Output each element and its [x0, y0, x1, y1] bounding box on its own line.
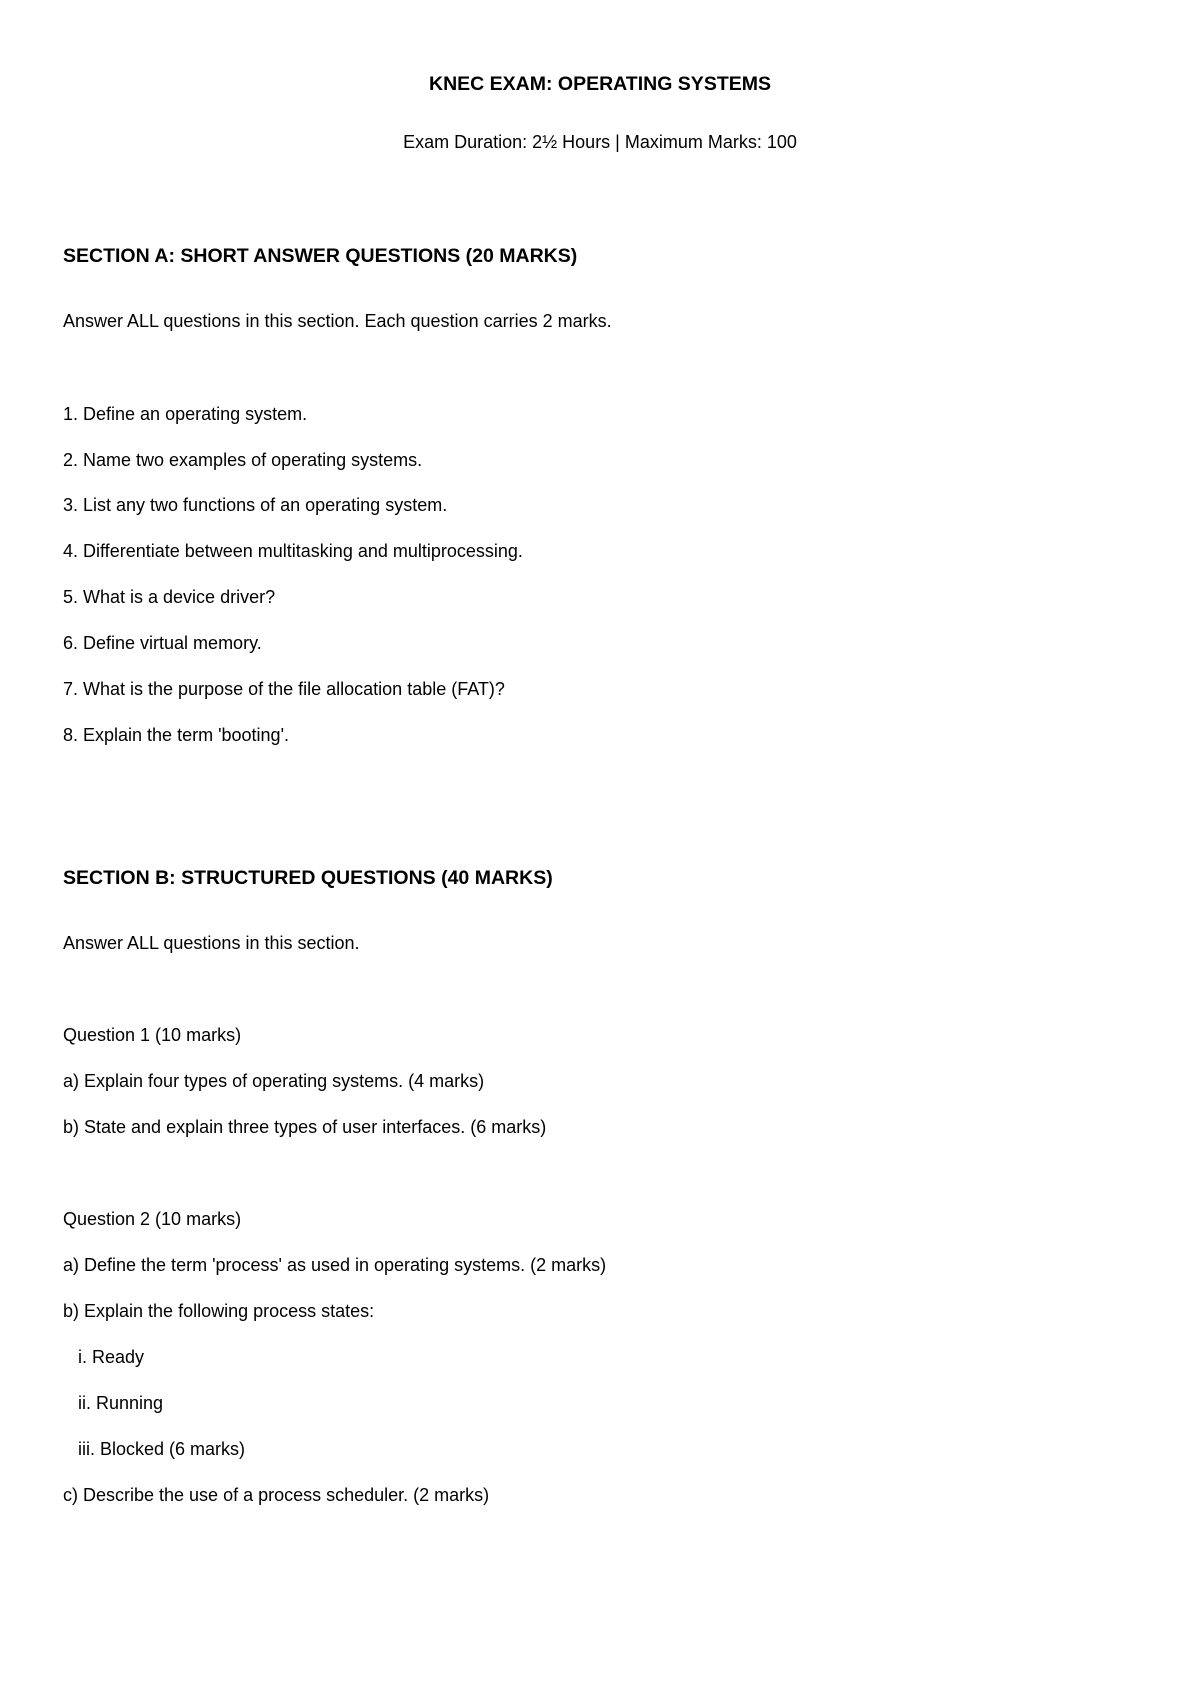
question-1-title: Question 1 (10 marks): [63, 1025, 242, 1045]
question-2a: a) Define the term 'process' as used in operating systems. (2 marks): [63, 1255, 607, 1275]
question-item: 7. What is the purpose of the file allocation table (FAT)?: [63, 679, 505, 699]
process-state-item: iii. Blocked (6 marks): [78, 1439, 246, 1459]
question-2-title: Question 2 (10 marks): [63, 1209, 242, 1229]
question-item: 1. Define an operating system.: [63, 404, 308, 424]
question-item: 8. Explain the term 'booting'.: [63, 725, 290, 745]
section-b-heading: SECTION B: STRUCTURED QUESTIONS (40 MARKS): [63, 867, 553, 889]
section-a-instruction: Answer ALL questions in this section. Each question carries 2 marks.: [63, 311, 612, 331]
question-item: 6. Define virtual memory.: [63, 633, 262, 653]
question-2c: c) Describe the use of a process scheduler. (2 marks): [63, 1485, 490, 1505]
process-state-item: i. Ready: [78, 1347, 145, 1367]
question-item: 5. What is a device driver?: [63, 587, 276, 607]
question-item: 4. Differentiate between multitasking and multiprocessing.: [63, 541, 523, 561]
section-a-heading: SECTION A: SHORT ANSWER QUESTIONS (20 MARKS): [63, 245, 578, 267]
question-item: 3. List any two functions of an operating system.: [63, 495, 448, 515]
question-2b: b) Explain the following process states:: [63, 1301, 375, 1321]
process-state-item: ii. Running: [78, 1393, 164, 1413]
section-b-instruction: Answer ALL questions in this section.: [63, 933, 360, 953]
question-item: 2. Name two examples of operating systems.: [63, 450, 423, 470]
question-1b: b) State and explain three types of user interfaces. (6 marks): [63, 1117, 547, 1137]
page-title: KNEC EXAM: OPERATING SYSTEMS: [428, 73, 771, 95]
question-1a: a) Explain four types of operating systems. (4 marks): [63, 1071, 485, 1091]
exam-subtitle: Exam Duration: 2½ Hours | Maximum Marks: 100: [403, 132, 797, 152]
